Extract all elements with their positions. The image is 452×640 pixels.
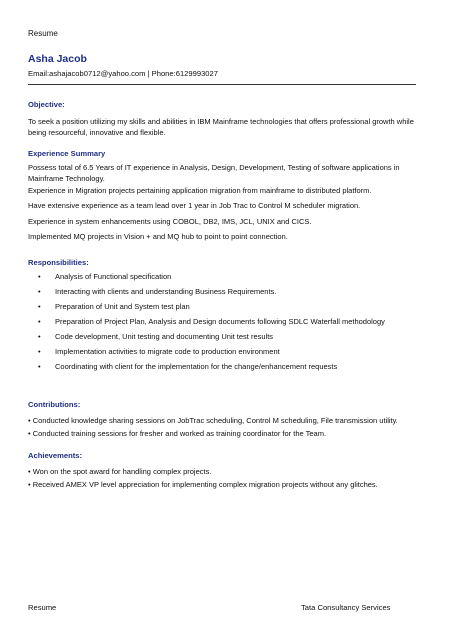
achievement-item: • Won on the spot award for handling complex projects. [28, 467, 212, 476]
bullet-icon: • [38, 272, 41, 281]
objective-text: To seek a position utilizing my skills and abilities in IBM Mainframe technologies that offers professional growth while being resourceful, innovative and flexible. [28, 117, 414, 137]
experience-heading: Experience Summary [28, 149, 106, 158]
experience-paragraph: Have extensive experience as a team lead over 1 year in Job Trac to Control M scheduler migration. [28, 201, 361, 210]
list-item-text: Coordinating with client for the implementation for the change/enhancement requests [55, 362, 338, 371]
list-item-text: Preparation of Project Plan, Analysis and Design documents following SDLC Waterfall methodology [55, 317, 385, 326]
list-item-text: Implementation activities to migrate code to production environment [55, 347, 280, 356]
achievement-item: • Received AMEX VP level appreciation for implementing complex migration projects without any glitches. [28, 480, 378, 489]
contributions-heading: Contributions: [28, 400, 81, 409]
experience-paragraph: Possess total of 6.5 Years of IT experience in Analysis, Design, Development, Testing of software applications in Mainframe Technology. [28, 163, 400, 183]
contribution-item: • Conducted knowledge sharing sessions on JobTrac scheduling, Control M scheduling, File transmission utility. [28, 416, 398, 425]
responsibilities-heading: Responsibilities: [28, 258, 89, 267]
list-item [38, 332, 418, 341]
achievements-heading: Achievements: [28, 451, 83, 460]
experience-paragraph: Experience in Migration projects pertaining application migration from mainframe to distributed platform. [28, 186, 372, 195]
contribution-item: • Conducted training sessions for fresher and worked as training coordinator for the Team. [28, 429, 327, 438]
header-divider [28, 84, 416, 85]
list-item [38, 272, 418, 281]
list-item-text: Preparation of Unit and System test plan [55, 302, 190, 311]
list-item [38, 302, 418, 311]
candidate-name: Asha Jacob [28, 53, 87, 65]
bullet-icon: • [38, 362, 41, 371]
list-item [38, 347, 418, 356]
list-item [38, 287, 418, 296]
experience-paragraph: Implemented MQ projects in Vision + and MQ hub to point to point connection. [28, 232, 288, 241]
bullet-icon: • [38, 302, 41, 311]
bullet-icon: • [38, 347, 41, 356]
list-item [38, 317, 418, 326]
bullet-icon: • [38, 317, 41, 326]
list-item-text: Code development, Unit testing and documenting Unit test results [55, 332, 274, 341]
contact-info: Email:ashajacob0712@yahoo.com | Phone:6129993027 [28, 69, 218, 78]
bullet-icon: • [38, 287, 41, 296]
footer-right-label: Tata Consultancy Services [301, 603, 391, 612]
bullet-icon: • [38, 332, 41, 341]
page-header-label: Resume [28, 29, 58, 38]
footer-left-label: Resume [28, 603, 57, 612]
experience-paragraph: Experience in system enhancements using COBOL, DB2, IMS, JCL, UNIX and CICS. [28, 217, 312, 226]
list-item-text: Analysis of Functional specification [55, 272, 172, 281]
objective-heading: Objective: [28, 100, 65, 109]
list-item [38, 362, 418, 371]
list-item-text: Interacting with clients and understanding Business Requirements. [55, 287, 277, 296]
